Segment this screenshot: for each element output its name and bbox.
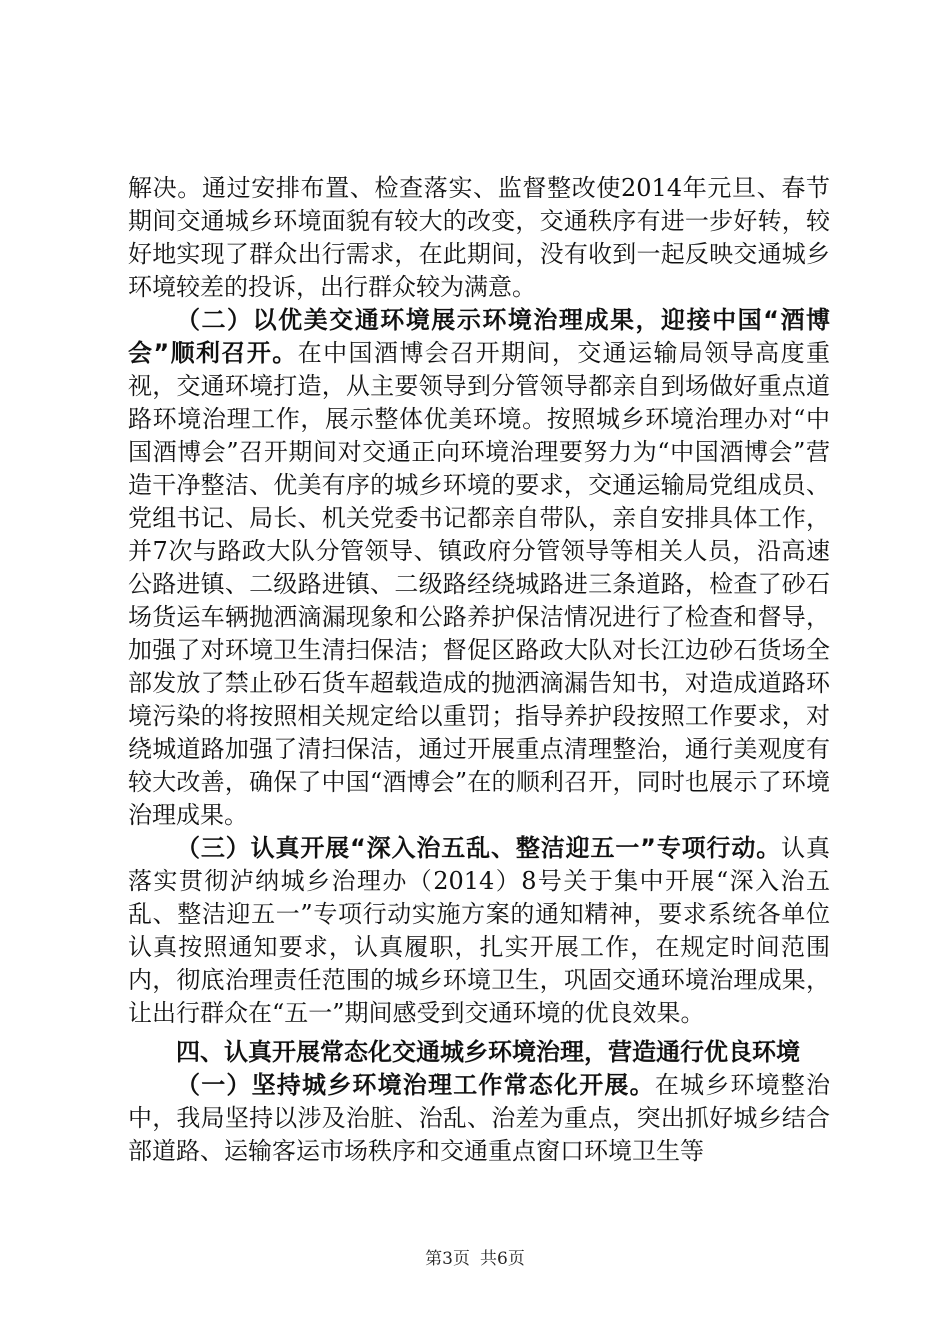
paragraph-subsection-4-1 xyxy=(128,1069,830,1168)
subsection-2-body: 在中国酒博会召开期间，交通运输局领导高度重视，交通环境打造，从主要领导到分管领导都亲自到场做好重点道路环境治理工作，展示整体优美环境。按照城乡环境治理办对“中国酒博会”召开期间对交通正向环境治理要努力为“中国酒博会”营造干净整洁、优美有序的城乡环境的要求，交通运输局党组成员、党组书记、局长、机关党委书记都亲自带队，亲自安排具体工作，并7次与路政大队分管领导、镇政府分管领导等相关人员，沿高速公路进镇、二级路进镇、二级路经绕城路进三条道路，检查了砂石场货运车辆抛洒滴漏现象和公路养护保洁情况进行了检查和督导，加强了对环境卫生清扫保洁；督促区路政大队对长江边砂石货场全部发放了禁止砂石货车超载造成的抛洒滴漏告知书，对造成道路环境污染的将按照相关规定给以重罚；指导养护段按照工作要求，对绕城道路加强了清扫保洁，通过开展重点清理整治，通行美观度有较大改善，确保了中国“酒博会”在的顺利召开，同时也展示了环境治理成果。 xyxy=(128,339,830,829)
page-number: 第3页 xyxy=(425,1249,470,1269)
page-footer xyxy=(0,1244,950,1269)
subsection-4-1-title: （一）坚持城乡环境治理工作常态化开展。 xyxy=(176,1071,655,1099)
paragraph-subsection-2 xyxy=(128,304,830,832)
subsection-2-title: （二）以优美交通环境展示环境治理成果，迎接中国“酒博会”顺利召开。 xyxy=(128,306,830,367)
document-body xyxy=(128,172,830,1168)
paragraph-subsection-3 xyxy=(128,832,830,1030)
paragraph-continuation: 解决。通过安排布置、检查落实、监督整改使2014年元旦、春节期间交通城乡环境面貌有较大的改变，交通秩序有进一步好转，较好地实现了群众出行需求，在此期间，没有收到一起反映交通城乡环境较差的投诉，出行群众较为满意。 xyxy=(128,174,830,301)
page-total: 共6页 xyxy=(480,1249,525,1269)
subsection-4-1-body: 在城乡环境整治中，我局坚持以涉及治脏、治乱、治差为重点，突出抓好城乡结合部道路、运输客运市场秩序和交通重点窗口环境卫生等 xyxy=(128,1071,831,1165)
subsection-3-body: 认真落实贯彻泸纳城乡治理办（2014）8号关于集中开展“深入治五乱、整洁迎五一”专项行动实施方案的通知精神，要求系统各单位认真按照通知要求，认真履职，扎实开展工作，在规定时间范围内，彻底治理责任范围的城乡环境卫生，巩固交通环境治理成果，让出行群众在“五一”期间感受到交通环境的优良效果。 xyxy=(128,834,831,1027)
section-heading-4: 四、认真开展常态化交通城乡环境治理，营造通行优良环境 xyxy=(176,1038,800,1066)
subsection-3-title: （三）认真开展“深入治五乱、整洁迎五一”专项行动。 xyxy=(176,834,782,862)
